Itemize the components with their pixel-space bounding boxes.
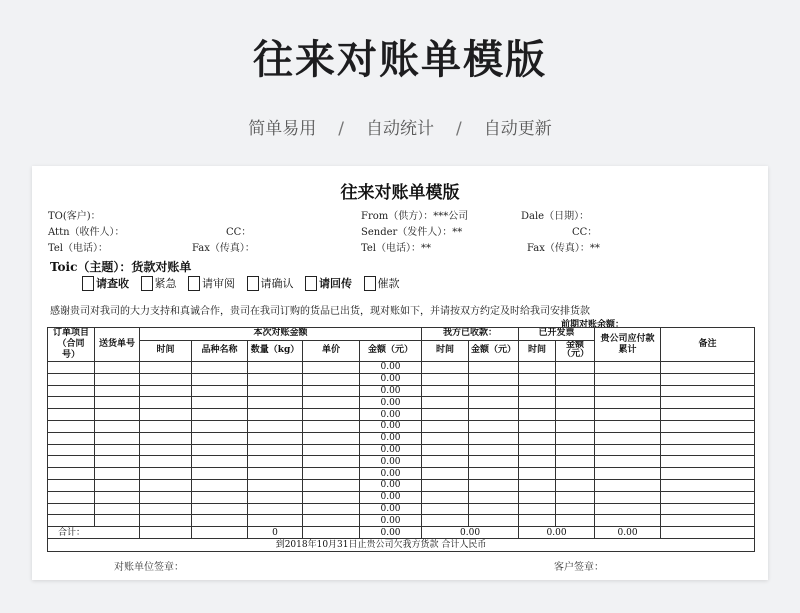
checkbox-payment-reminder[interactable]: 催款	[364, 275, 400, 291]
table-cell[interactable]	[303, 373, 360, 385]
table-cell[interactable]	[422, 491, 469, 503]
row-amount[interactable]: 0.00	[360, 479, 422, 491]
table-cell[interactable]	[303, 409, 360, 421]
table-cell[interactable]	[422, 503, 469, 515]
table-cell[interactable]	[303, 468, 360, 480]
table-cell[interactable]	[519, 432, 556, 444]
signature-left: 对账单位签章：	[114, 562, 184, 573]
table-cell[interactable]	[595, 479, 661, 491]
table-cell[interactable]	[248, 420, 303, 432]
table-cell[interactable]	[469, 503, 519, 515]
table-cell[interactable]	[303, 444, 360, 456]
subheader-product: 品种名称	[192, 340, 248, 361]
tel-field-2: Tel（电话）：**	[361, 243, 432, 254]
row-amount[interactable]: 0.00	[360, 420, 422, 432]
table-cell[interactable]	[556, 362, 595, 374]
checkbox-please-return[interactable]: 请回传	[305, 275, 352, 291]
table-cell[interactable]	[519, 456, 556, 468]
table-cell[interactable]	[519, 491, 556, 503]
table-cell[interactable]	[595, 373, 661, 385]
table-cell[interactable]	[519, 479, 556, 491]
table-cell[interactable]	[192, 397, 248, 409]
table-cell[interactable]	[556, 491, 595, 503]
table-cell[interactable]	[661, 362, 755, 374]
table-cell[interactable]	[95, 468, 140, 480]
table-cell[interactable]	[556, 397, 595, 409]
table-cell[interactable]	[422, 420, 469, 432]
checkbox-please-check[interactable]: 请查收	[82, 275, 129, 291]
to-field: TO(客户)：	[48, 211, 101, 222]
table-cell[interactable]	[422, 456, 469, 468]
table-cell[interactable]	[303, 479, 360, 491]
feature-separator: /	[456, 119, 462, 139]
fax-field: Fax（传真）：	[192, 243, 255, 254]
header-received: 我方已收款：	[422, 328, 519, 341]
subheader-time: 时间	[140, 340, 192, 361]
table-cell[interactable]	[595, 409, 661, 421]
row-amount[interactable]: 0.00	[360, 515, 422, 527]
table-cell[interactable]	[140, 444, 192, 456]
total-quantity: 0	[248, 527, 303, 539]
subheader-unit-price: 单价	[303, 340, 360, 361]
checkbox-box[interactable]	[364, 276, 376, 291]
table-cell[interactable]	[303, 385, 360, 397]
table-cell[interactable]	[422, 515, 469, 527]
table-cell[interactable]	[192, 456, 248, 468]
table-cell[interactable]	[469, 397, 519, 409]
table-row	[48, 491, 755, 503]
table-cell[interactable]	[248, 409, 303, 421]
table-cell[interactable]	[469, 420, 519, 432]
checkbox-box[interactable]	[305, 276, 317, 291]
table-cell[interactable]	[556, 420, 595, 432]
summary-note: 到2018年10月31日止贵公司欠我方货款 合计人民币	[48, 539, 755, 552]
table-cell[interactable]	[48, 420, 95, 432]
attn-field: Attn（收件人）：	[48, 227, 125, 238]
intro-text: 感谢贵司对我司的大力支持和真诚合作，贵司在我司订购的货品已出货，现对账如下，并请按双方约定及时给我司安排货款	[50, 306, 590, 317]
table-cell[interactable]	[519, 362, 556, 374]
table-cell[interactable]	[556, 468, 595, 480]
checkbox-box[interactable]	[141, 276, 153, 291]
checkbox-please-review[interactable]: 请审阅	[188, 275, 235, 291]
table-cell[interactable]	[192, 479, 248, 491]
table-cell[interactable]	[48, 479, 95, 491]
table-cell[interactable]	[661, 503, 755, 515]
table-cell[interactable]	[661, 491, 755, 503]
table-cell[interactable]	[661, 432, 755, 444]
table-cell[interactable]	[661, 479, 755, 491]
table-cell[interactable]	[556, 432, 595, 444]
header-remark: 备注	[661, 328, 755, 362]
row-amount[interactable]: 0.00	[360, 432, 422, 444]
table-row	[48, 362, 755, 374]
reconciliation-table	[47, 327, 755, 552]
table-cell[interactable]	[595, 444, 661, 456]
table-cell[interactable]	[140, 385, 192, 397]
table-cell[interactable]	[140, 420, 192, 432]
fax-field-2: Fax（传真）：**	[527, 243, 600, 254]
table-cell[interactable]	[95, 385, 140, 397]
table-cell[interactable]	[556, 456, 595, 468]
banner-features	[0, 114, 800, 139]
table-cell[interactable]	[556, 479, 595, 491]
table-cell[interactable]	[469, 373, 519, 385]
document-sheet	[32, 166, 768, 580]
table-cell[interactable]	[48, 432, 95, 444]
table-cell[interactable]	[661, 385, 755, 397]
table-cell[interactable]	[140, 503, 192, 515]
table-cell[interactable]	[661, 444, 755, 456]
table-cell[interactable]	[140, 491, 192, 503]
table-cell[interactable]	[556, 503, 595, 515]
table-cell[interactable]	[140, 397, 192, 409]
header-current-amount: 本次对账金额	[140, 328, 422, 341]
table-cell[interactable]	[556, 444, 595, 456]
summary-row	[48, 539, 755, 552]
table-cell[interactable]	[192, 432, 248, 444]
table-cell[interactable]	[661, 397, 755, 409]
checkbox-urgent[interactable]: 紧急	[141, 275, 177, 291]
table-cell[interactable]	[469, 385, 519, 397]
table-cell[interactable]	[595, 432, 661, 444]
table-cell[interactable]	[192, 444, 248, 456]
table-cell[interactable]	[248, 373, 303, 385]
subheader-quantity: 数量（kg）	[248, 340, 303, 361]
table-cell[interactable]	[661, 420, 755, 432]
table-row	[48, 420, 755, 432]
table-cell[interactable]	[48, 397, 95, 409]
table-cell[interactable]	[556, 385, 595, 397]
table-cell[interactable]	[192, 362, 248, 374]
table-cell[interactable]	[248, 515, 303, 527]
table-cell[interactable]	[303, 491, 360, 503]
table-cell[interactable]	[48, 515, 95, 527]
table-cell[interactable]	[595, 468, 661, 480]
table-cell[interactable]	[248, 385, 303, 397]
table-row	[48, 456, 755, 468]
table-cell[interactable]	[661, 456, 755, 468]
table-cell[interactable]	[140, 468, 192, 480]
table-cell[interactable]	[469, 479, 519, 491]
total-received: 0.00	[422, 527, 519, 539]
table-cell[interactable]	[422, 479, 469, 491]
feature-separator: /	[338, 119, 344, 139]
total-label: 合计：	[48, 527, 140, 539]
table-cell[interactable]	[48, 362, 95, 374]
table-cell[interactable]	[661, 373, 755, 385]
checkbox-box[interactable]	[247, 276, 259, 291]
table-cell[interactable]	[519, 468, 556, 480]
table-row	[48, 432, 755, 444]
signature-right: 客户签章：	[554, 562, 604, 573]
table-cell[interactable]	[303, 397, 360, 409]
table-cell[interactable]	[95, 491, 140, 503]
table-row	[48, 385, 755, 397]
checkbox-row	[82, 275, 408, 291]
subheader-invoice-amount: 金额（元）	[556, 340, 595, 361]
table-cell[interactable]	[595, 491, 661, 503]
header-invoiced: 已开发票	[519, 328, 595, 341]
table-cell[interactable]	[595, 515, 661, 527]
table-cell[interactable]	[248, 491, 303, 503]
table-cell[interactable]	[95, 362, 140, 374]
table-cell[interactable]	[140, 479, 192, 491]
table-cell[interactable]	[595, 397, 661, 409]
table-cell[interactable]	[595, 456, 661, 468]
table-row	[48, 409, 755, 421]
table-cell[interactable]	[469, 444, 519, 456]
cc-field: CC：	[226, 227, 252, 238]
row-amount[interactable]: 0.00	[360, 409, 422, 421]
table-cell[interactable]	[519, 409, 556, 421]
feature-1: 简单易用	[248, 119, 317, 139]
table-cell[interactable]	[303, 362, 360, 374]
table-cell[interactable]	[422, 444, 469, 456]
table-cell[interactable]	[595, 385, 661, 397]
table-cell[interactable]	[519, 420, 556, 432]
table-cell[interactable]	[519, 515, 556, 527]
table-cell[interactable]	[422, 468, 469, 480]
table-cell[interactable]	[422, 385, 469, 397]
row-amount[interactable]: 0.00	[360, 456, 422, 468]
table-cell[interactable]	[519, 373, 556, 385]
table-cell[interactable]	[519, 444, 556, 456]
table-cell[interactable]	[95, 515, 140, 527]
table-row	[48, 373, 755, 385]
table-cell[interactable]	[48, 409, 95, 421]
banner-title: 往来对账单模版	[253, 37, 547, 83]
checkbox-box[interactable]	[82, 276, 94, 291]
table-cell[interactable]	[303, 515, 360, 527]
total-receivable: 0.00	[595, 527, 661, 539]
table-row	[48, 479, 755, 491]
sender-field: Sender（发件人）：**	[361, 227, 463, 238]
table-cell[interactable]	[192, 491, 248, 503]
table-cell[interactable]	[303, 432, 360, 444]
row-amount[interactable]: 0.00	[360, 503, 422, 515]
table-cell[interactable]	[469, 515, 519, 527]
subheader-received-time: 时间	[422, 340, 469, 361]
header-delivery-no: 送货单号	[95, 328, 140, 362]
table-cell[interactable]	[469, 432, 519, 444]
table-cell[interactable]	[140, 362, 192, 374]
subheader-invoice-time: 时间	[519, 340, 556, 361]
table-row	[48, 444, 755, 456]
table-cell[interactable]	[595, 362, 661, 374]
table-cell[interactable]	[248, 444, 303, 456]
table-cell[interactable]	[140, 373, 192, 385]
table-cell[interactable]	[661, 468, 755, 480]
table-cell[interactable]	[95, 420, 140, 432]
table-cell[interactable]	[303, 503, 360, 515]
table-cell[interactable]	[661, 515, 755, 527]
table-cell[interactable]	[422, 432, 469, 444]
header-receivable: 贵公司应付款累计	[595, 328, 661, 362]
table-cell[interactable]	[422, 362, 469, 374]
total-row	[48, 527, 755, 539]
table-cell[interactable]	[95, 397, 140, 409]
table-cell[interactable]	[556, 515, 595, 527]
table-cell[interactable]	[422, 397, 469, 409]
table-cell[interactable]	[140, 409, 192, 421]
table-cell[interactable]	[140, 432, 192, 444]
table-cell[interactable]	[95, 479, 140, 491]
subheader-amount: 金额（元）	[360, 340, 422, 361]
total-invoiced: 0.00	[519, 527, 595, 539]
table-cell[interactable]	[95, 373, 140, 385]
table-cell[interactable]	[248, 397, 303, 409]
row-amount[interactable]: 0.00	[360, 444, 422, 456]
table-cell[interactable]	[192, 515, 248, 527]
table-cell[interactable]	[248, 362, 303, 374]
table-cell[interactable]	[48, 468, 95, 480]
table-cell[interactable]	[192, 420, 248, 432]
total-amount: 0.00	[360, 527, 422, 539]
table-cell[interactable]	[519, 397, 556, 409]
table-cell[interactable]	[192, 373, 248, 385]
table-cell[interactable]	[248, 479, 303, 491]
table-cell[interactable]	[248, 468, 303, 480]
document-title: 往来对账单模版	[340, 183, 460, 203]
table-cell[interactable]	[248, 503, 303, 515]
checkbox-box[interactable]	[188, 276, 200, 291]
table-cell[interactable]	[48, 373, 95, 385]
table-cell[interactable]	[48, 385, 95, 397]
table-cell[interactable]	[248, 432, 303, 444]
topic-line: Toic（主题）：货款对账单	[50, 260, 192, 274]
previous-balance: 前期对账余额：	[561, 320, 625, 330]
feature-2: 自动统计	[366, 119, 434, 139]
row-amount[interactable]: 0.00	[360, 385, 422, 397]
row-amount[interactable]: 0.00	[360, 397, 422, 409]
table-cell[interactable]	[140, 456, 192, 468]
table-cell[interactable]	[595, 420, 661, 432]
subheader-received-amount: 金额（元）	[469, 340, 519, 361]
table-cell[interactable]	[519, 503, 556, 515]
table-cell[interactable]	[48, 491, 95, 503]
table-cell[interactable]	[48, 444, 95, 456]
table-cell[interactable]	[48, 456, 95, 468]
from-field: From（供方）：***公司	[361, 211, 469, 222]
table-cell[interactable]	[303, 456, 360, 468]
table-cell[interactable]	[595, 503, 661, 515]
table-cell[interactable]	[469, 491, 519, 503]
table-cell[interactable]	[422, 373, 469, 385]
row-amount[interactable]: 0.00	[360, 491, 422, 503]
table-cell[interactable]	[469, 468, 519, 480]
header-order-item: 订单项目（合同号）	[48, 328, 95, 362]
row-amount[interactable]: 0.00	[360, 468, 422, 480]
table-cell[interactable]	[192, 409, 248, 421]
cc-field-2: CC：	[572, 227, 598, 238]
table-cell[interactable]	[140, 515, 192, 527]
checkbox-please-confirm[interactable]: 请确认	[247, 275, 294, 291]
date-field: Dale（日期）：	[521, 211, 590, 222]
table-cell[interactable]	[192, 468, 248, 480]
table-cell[interactable]	[469, 362, 519, 374]
table-cell[interactable]	[303, 420, 360, 432]
table-cell[interactable]	[95, 444, 140, 456]
table-row	[48, 397, 755, 409]
table-cell[interactable]	[661, 409, 755, 421]
table-row	[48, 515, 755, 527]
table-cell[interactable]	[95, 503, 140, 515]
table-cell[interactable]	[192, 503, 248, 515]
tel-field: Tel（电话）：	[48, 243, 109, 254]
table-cell[interactable]	[248, 456, 303, 468]
table-cell[interactable]	[556, 373, 595, 385]
table-cell[interactable]	[95, 432, 140, 444]
row-amount[interactable]: 0.00	[360, 362, 422, 374]
table-cell[interactable]	[519, 385, 556, 397]
table-cell[interactable]	[469, 456, 519, 468]
table-cell[interactable]	[556, 409, 595, 421]
table-cell[interactable]	[95, 409, 140, 421]
table-row	[48, 468, 755, 480]
table-cell[interactable]	[469, 409, 519, 421]
table-cell[interactable]	[48, 503, 95, 515]
feature-3: 自动更新	[483, 119, 552, 139]
row-amount[interactable]: 0.00	[360, 373, 422, 385]
table-cell[interactable]	[192, 385, 248, 397]
table-cell[interactable]	[95, 456, 140, 468]
table-cell[interactable]	[422, 409, 469, 421]
table-row	[48, 503, 755, 515]
